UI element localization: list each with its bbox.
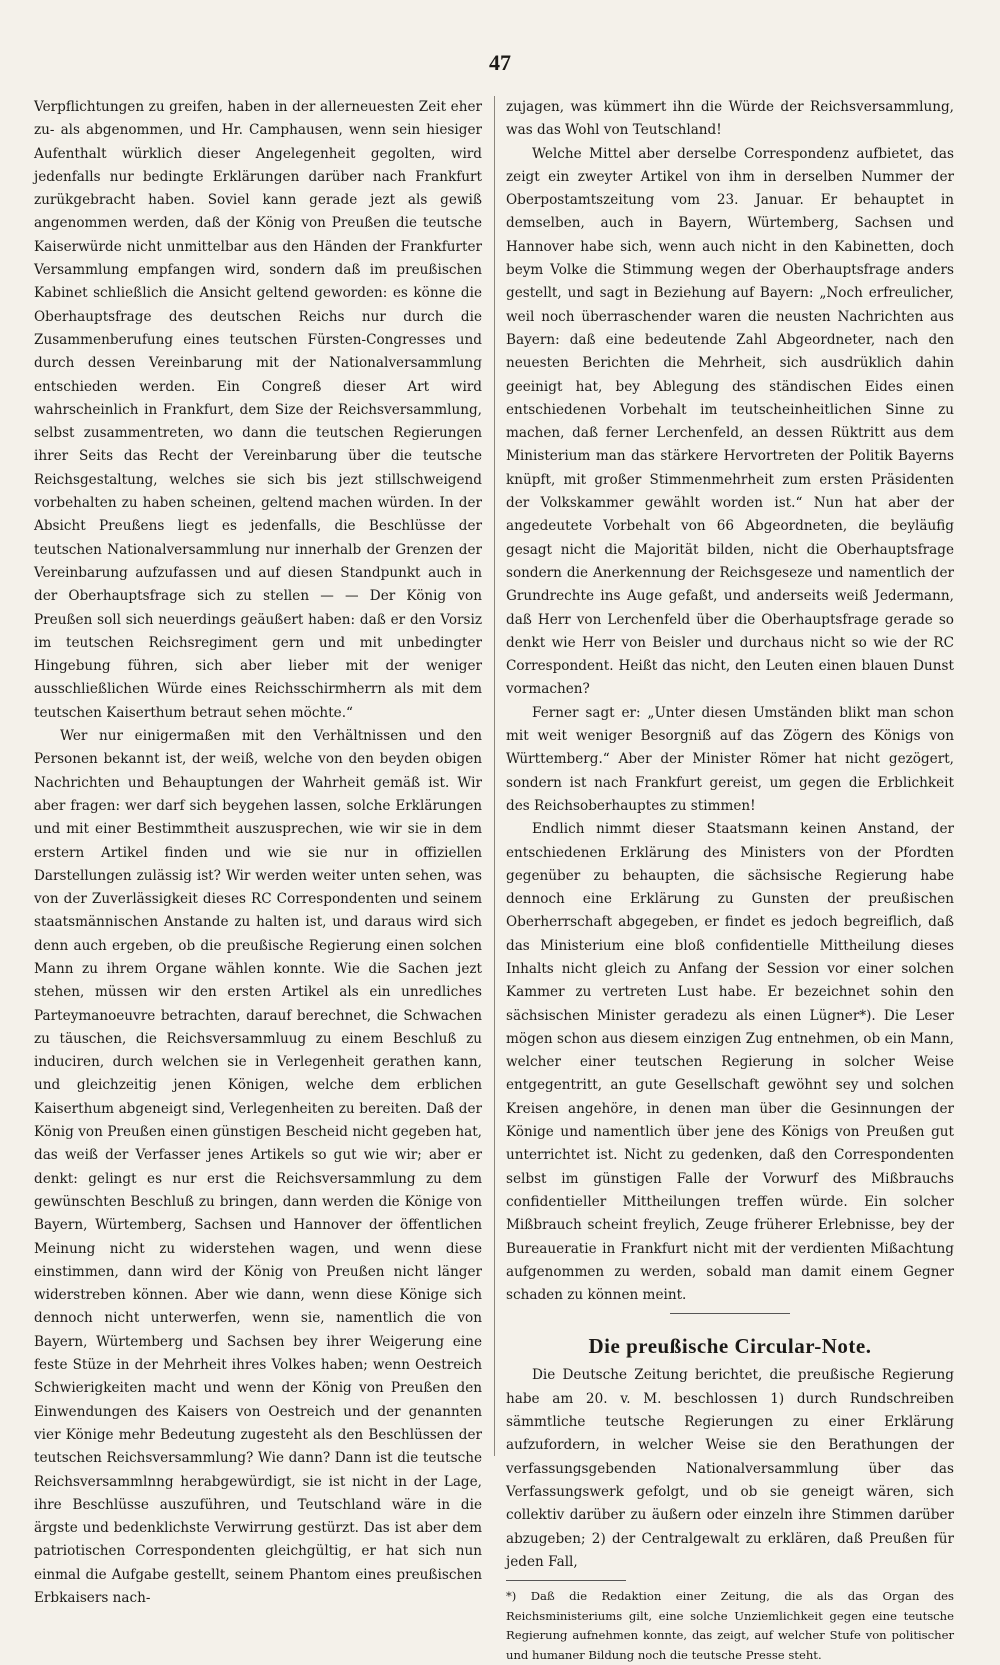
right-paragraph-2: Welche Mittel aber derselbe Correspondenz aufbietet, das zeigt ein zweyter Artikel von ihm in derselben Nummer der Oberpostamtszeitung vom 23. Januar. Er behauptet in demselben, auch in Bayern, Würtemberg, Sachsen und Hannover habe sich, wenn auch nicht in den Kabinetten, doch beym Volke die Stimmung wegen der Oberhauptsfrage anders gestellt, und sagt in Beziehung auf Bayern: „Noch erfreulicher, weil noch überraschender waren die neusten Nachrichten aus Bayern: daß eine bedeutende Zahl Abgeordneter, nach den neuesten Berichten die Mehrheit, sich ausdrüklich dahin geeinigt hat, bey Ablegung des ständischen Eides einen entschiedenen Vorbehalt im teutscheinheitlichen Sinne zu machen, daß ferner Lerchenfeld, an dessen Rüktritt aus dem Ministerium man das stärkere Hervortreten der Politik Bayerns knüpft, mit großer Stimmenmehrheit zum ersten Präsidenten der Volkskammer gewählt worden ist.“ Nun hat aber der angedeutete Vorbehalt von 66 Abgeordneten, die beyläufig gesagt nicht die Majorität bilden, nicht die Oberhauptsfrage sondern die Anerkennung der Reichsgeseze und namentlich der Grundrechte ins Auge gefaßt, und anderseits weiß Jedermann, daß Herr von Lerchenfeld über die Oberhauptsfrage gerade so denkt wie Herr von Beisler und durchaus nicht so wie der RC Correspondent. Heißt das nicht, den Leuten einen blauen Dunst vormachen? — [506, 145, 954, 698]
footnote-divider — [506, 1580, 626, 1581]
column-divider — [494, 96, 495, 1456]
page-number: 47 — [489, 50, 511, 75]
left-paragraph-2: Wer nur einigermaßen mit den Verhältnissen und den Personen bekannt ist, der weiß, welche von den beyden obigen Nachrichten und Behauptungen der Wahrheit gemäß ist. Wir aber fragen: wer darf sich beygehen lassen, solche Erklärungen und mit einer Bestimmtheit auszusprechen, wie wir sie in dem erstern Artikel finden und wie sie nur in offiziellen Darstellungen zulässig ist? Wir werden weiter unten sehen, was von der Zuverlässigkeit dieses RC Correspondenten und seinem staatsmännischen Anstande zu halten ist, und daraus wird sich denn auch ergeben, ob die preußische Regierung einen solchen Mann zu ihrem Organe wählen konnte. Wie die Sachen jezt stehen, müssen wir den ersten Artikel als ein unredliches Parteymanoeuvre betrachten, darauf berechnet, die Schwachen zu täuschen, die Reichsversammluug zu einem Beschluß zu induciren, durch welchen sie in Verlegenheit gerathen kann, und gleichzeitig jenen Königen, welche dem erblichen Kaiserthum abgeneigt sind, Verlegenheiten zu bereiten. Daß der König von Preußen einen günstigen Bescheid nicht gegeben hat, das weiß der Verfasser jenes Artikels so gut wie wir; aber er denkt: gelingt es nur erst die Reichsversammlung zu dem gewünschten Beschluß zu bringen, dann werden die Könige von Bayern, Würtemberg, Sachsen und Hannover der öffentlichen Meinung nicht zu widerstehen wagen, und wenn diese einstimmen, dann wird der König von Preußen nicht länger widerstreben können. Aber wie dann, wenn diese Könige sich dennoch nicht unterwerfen, wenn sie, namentlich die von Bayern, Würtemberg und Sachsen bey ihrer Weigerung eine feste Stüze in der Mehrheit ihres Volkes haben; wenn Oestreich Schwierigkeiten macht und wenn der König von Preußen den Einwendungen des Kaisers von Oestreich und der genannten vier Könige mehr Bedeutung zugesteht als den Beschlüssen der teutschen Reichsversammlung? Wie dann? Dann ist die teutsche Reichsversammlnng herabgewürdigt, sie ist nicht in der Lage, ihre Beschlüsse auszuführen, und Teutschland wäre in die ärgste und bedenklichste Verwirrung gestürzt. Das ist aber dem patriotischen Correspondenten gleichgültig, er hat sich nun einmal die Aufgabe gestellt, seinem Phantom eines preußischen Erbkaisers nach- — [34, 728, 482, 1606]
section-title: Die preußische Circular-Note. — [588, 1334, 872, 1359]
section-paragraph: Die Deutsche Zeitung berichtet, die preußische Regierung habe am 20. v. M. beschlossen 1) durch Rundschreiben sämmtliche teutsche Regierungen zu einer Erklärung aufzufordern, in welcher Weise sie den Berathungen der verfassungsgebenden Nationalversammlung über das Verfassungswerk gefolgt, und ob sie geneigt wären, sich collektiv darüber zu äußern oder einzeln ihre Stimmen darüber abzugeben; 2) der Centralgewalt zu erklären, daß Preußen für jeden Fall, — [506, 1367, 954, 1570]
section-divider — [670, 1313, 790, 1314]
left-column — [34, 96, 482, 1606]
right-paragraph-3: Ferner sagt er: „Unter diesen Umständen blikt man schon mit weit weniger Besorgniß auf das Zögern des Königs von Württemberg.“ Aber der Minister Römer hat nicht gezögert, sondern ist nach Frankfurt gereist, um gegen die Erblichkeit des Reichsoberhauptes zu stimmen! — [506, 704, 954, 814]
footnote: *) Daß die Redaktion einer Zeitung, die als das Organ des Reichsministeriums gilt, eine solche Unziemlichkeit gegen eine teutsche Regierung aufnehmen konnte, das zeigt, auf welcher Stufe von politischer und humaner Bildung noch die teutsche Presse steht. — [506, 1589, 954, 1662]
right-paragraph-1: zujagen, was kümmert ihn die Würde der Reichsversammlung, was das Wohl von Teutschland! — [506, 99, 954, 139]
right-column — [506, 96, 954, 1662]
left-paragraph-1: Verpflichtungen zu greifen, haben in der allerneuesten Zeit eher zu- als abgenommen, und Hr. Camphausen, wenn sein hiesiger Aufenthalt würklich dieser Angelegenheit gegolten, wird jedenfalls nur bedingte Erklärungen darüber nach Frankfurt zurükgebracht haben. Soviel kann gerade jezt als gewiß angenommen werden, daß der König von Preußen die teutsche Kaiserwürde nicht unmittelbar aus den Händen der Frankfurter Versammlung empfangen wird, sondern daß im preußischen Kabinet schließlich die Ansicht geltend geworden: es könne die Oberhauptsfrage des deutschen Reichs nur durch die Zusammenberufung eines teutschen Fürsten-Congresses und durch dessen Vereinbarung mit der Nationalversammlung entschieden werden. Ein Congreß dieser Art wird wahrscheinlich in Frankfurt, dem Size der Reichsversammlung, selbst zusammentreten, wo dann die teutschen Regierungen ihrer Seits das Recht der Vereinbarung über die teutsche Reichsgestaltung, welches sie sich bis jezt stillschweigend vorbehalten zu haben scheinen, geltend machen würden. In der Absicht Preußens liegt es jedenfalls, die Beschlüsse der teutschen Nationalversammlung nur innerhalb der Grenzen der Vereinbarung aufzufassen und auf diesen Standpunkt auch in der Oberhauptsfrage sich zu stellen — — Der König von Preußen soll sich neuerdings geäußert haben: daß er den Vorsiz im teutschen Reichsregiment gern und mit unbedingter Hingebung führen, sich aber lieber mit der weniger ausschließlichen Würde eines Reichsschirmherrn als mit dem teutschen Kaiserthum betraut sehen möchte.“ — [34, 99, 482, 721]
right-paragraph-4: Endlich nimmt dieser Staatsmann keinen Anstand, der entschiedenen Erklärung des Ministers von der Pfordten gegenüber zu behaupten, die sächsische Regierung habe dennoch eine Erklärung zu Gunsten der preußischen Oberherrschaft abgegeben, er findet es jedoch begreiflich, daß das Ministerium eine bloß confidentielle Mittheilung dieses Inhalts nicht gleich zu Anfang der Session vor einer solchen Kammer zu vertreten Lust habe. Er bezeichnet sohin den sächsischen Minister geradezu als einen Lügner*). Die Leser mögen schon aus diesem einzigen Zug entnehmen, ob ein Mann, welcher einer teutschen Regierung in solcher Weise entgegentritt, an gute Gesellschaft gewöhnt sey und solchen Kreisen angehöre, in denen man über die Gesinnungen der Könige und namentlich über jene des Königs von Preußen gut unterrichtet ist. Nicht zu gedenken, daß den Correspondenten selbst im günstigen Falle der Vorwurf des Mißbrauchs confidentieller Mittheilungen treffen würde. Ein solcher Mißbrauch scheint freylich, Zeuge früherer Erlebnisse, bey der Bureaueratie in Frankfurt nicht mit der verdienten Mißachtung aufgenommen zu werden, sobald man damit einem Gegner schaden zu können meint. — [506, 821, 954, 1304]
